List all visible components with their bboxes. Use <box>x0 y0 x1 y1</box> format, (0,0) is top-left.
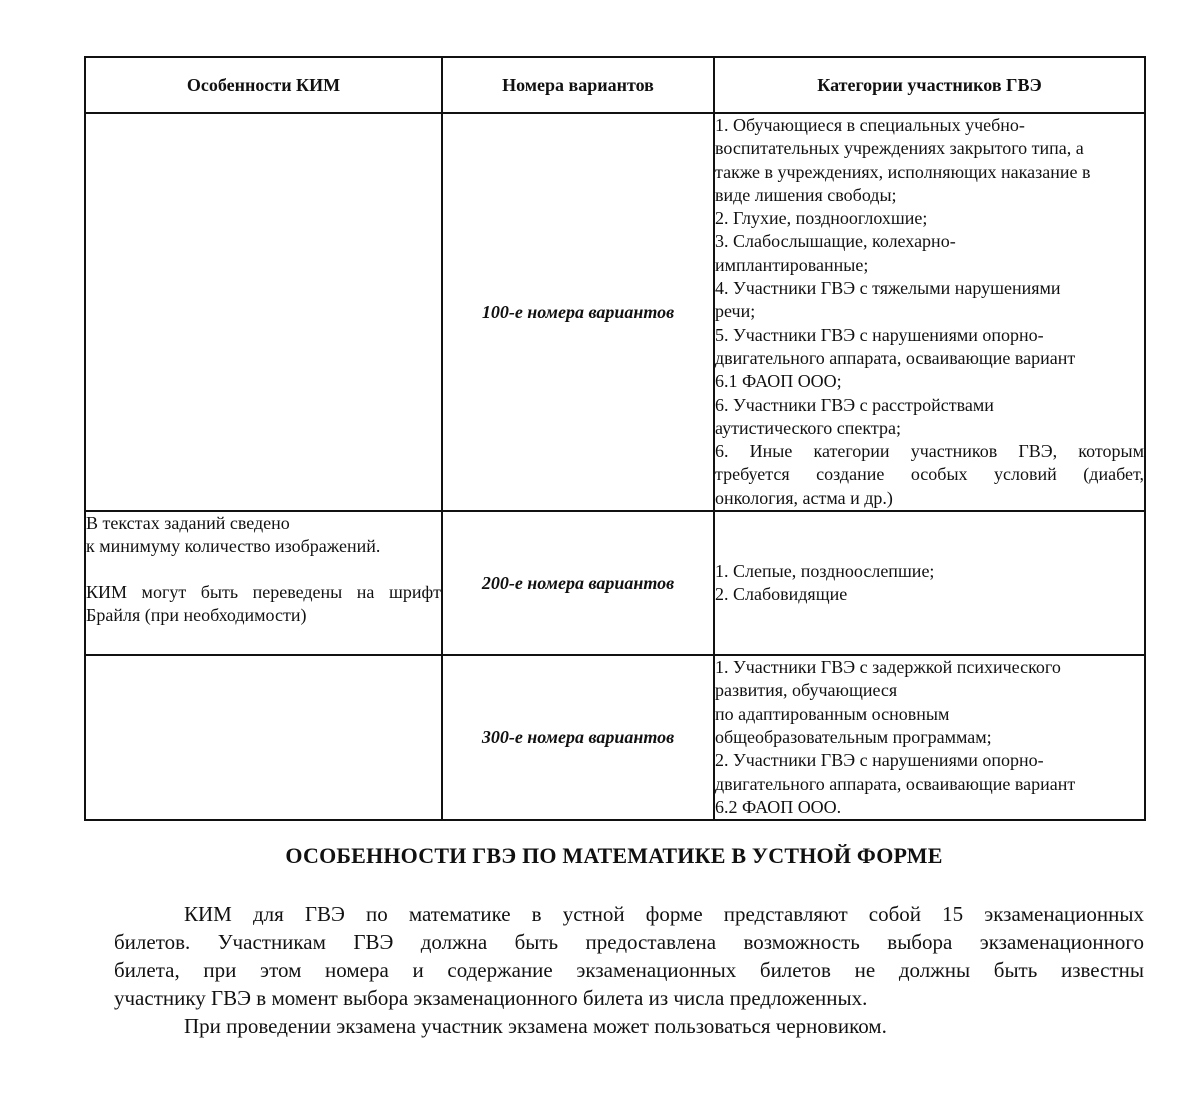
table-row <box>85 655 1145 820</box>
category-line: 1. Участники ГВЭ с задержкой психического <box>715 657 1061 678</box>
feature-line: к минимуму количество изображений. <box>86 536 381 557</box>
category-line: 5. Участники ГВЭ с нарушениями опорно- <box>715 324 1044 345</box>
table-row <box>85 113 1145 511</box>
category-line: 2. Слабовидящие <box>715 584 848 605</box>
category-line: онкология, астма и др.) <box>715 487 893 508</box>
category-line: двигательного аппарата, осваивающие вариант <box>715 347 1076 368</box>
category-line: двигательного аппарата, осваивающие вариант <box>715 773 1076 794</box>
category-line: общеобразовательным программам; <box>715 726 992 747</box>
paragraph-line: КИМ для ГВЭ по математике в устной форме представляют собой 15 экзаменационных <box>184 902 1144 926</box>
variant-cell: 200-е номера вариантов <box>442 511 714 655</box>
section-title: ОСОБЕННОСТИ ГВЭ ПО МАТЕМАТИКЕ В УСТНОЙ ФОРМЕ <box>285 843 943 868</box>
category-line: аутистического спектра; <box>715 417 902 438</box>
category-line: 1. Слепые, поздноослепшие; <box>715 560 935 581</box>
features-cell <box>85 113 442 511</box>
category-line: 2. Глухие, позднооглохшие; <box>715 208 928 229</box>
paragraph-line: билетов. Участникам ГВЭ должна быть предоставлена возможность выбора экзаменационного <box>114 930 1144 954</box>
section-text <box>114 900 1144 1040</box>
variant-cell: 100-е номера вариантов <box>442 113 714 511</box>
categories-cell <box>714 511 1145 655</box>
category-line: также в учреждениях, исполняющих наказание в <box>715 161 1091 182</box>
category-line: 3. Слабослышащие, колехарно- <box>715 231 956 252</box>
paragraph-line: билета, при этом номера и содержание экзаменационных билетов не должны быть известны <box>114 958 1144 982</box>
feature-gap <box>86 558 441 581</box>
categories-cell <box>714 655 1145 820</box>
category-line: имплантированные; <box>715 254 869 275</box>
category-line: требуется создание особых условий (диабет, <box>715 464 1144 485</box>
kim-table <box>84 56 1146 821</box>
table-header-row <box>85 57 1145 113</box>
header-kim-features: Особенности КИМ <box>85 57 442 113</box>
feature-line: Брайля (при необходимости) <box>86 605 307 626</box>
category-line: виде лишения свободы; <box>715 184 897 205</box>
categories-cell <box>714 113 1145 511</box>
header-participant-categories: Категории участников ГВЭ <box>714 57 1145 113</box>
category-line: 6. Иные категории участников ГВЭ, которым <box>715 441 1144 462</box>
category-line: 6.2 ФАОП ООО. <box>715 796 842 817</box>
header-variant-numbers: Номера вариантов <box>442 57 714 113</box>
category-line: развития, обучающиеся <box>715 680 898 701</box>
feature-line: В текстах заданий сведено <box>86 513 290 534</box>
category-line: 6. Участники ГВЭ с расстройствами <box>715 394 994 415</box>
category-line: 2. Участники ГВЭ с нарушениями опорно- <box>715 750 1044 771</box>
features-cell <box>85 511 442 655</box>
paragraph-line: участнику ГВЭ в момент выбора экзаменационного билета из числа предложенных. <box>114 986 868 1010</box>
features-cell <box>85 655 442 820</box>
category-line: воспитательных учреждениях закрытого типа, а <box>715 138 1084 159</box>
variant-cell: 300-е номера вариантов <box>442 655 714 820</box>
category-line: речи; <box>715 301 756 322</box>
paragraph-line: При проведении экзамена участник экзамена может пользоваться черновиком. <box>184 1014 887 1038</box>
feature-line: КИМ могут быть переведены на шрифт <box>86 582 441 603</box>
category-line: по адаптированным основным <box>715 703 950 724</box>
table-row <box>85 511 1145 655</box>
category-line: 1. Обучающиеся в специальных учебно- <box>715 115 1025 135</box>
category-line: 4. Участники ГВЭ с тяжелыми нарушениями <box>715 278 1061 299</box>
category-line: 6.1 ФАОП ООО; <box>715 371 842 392</box>
